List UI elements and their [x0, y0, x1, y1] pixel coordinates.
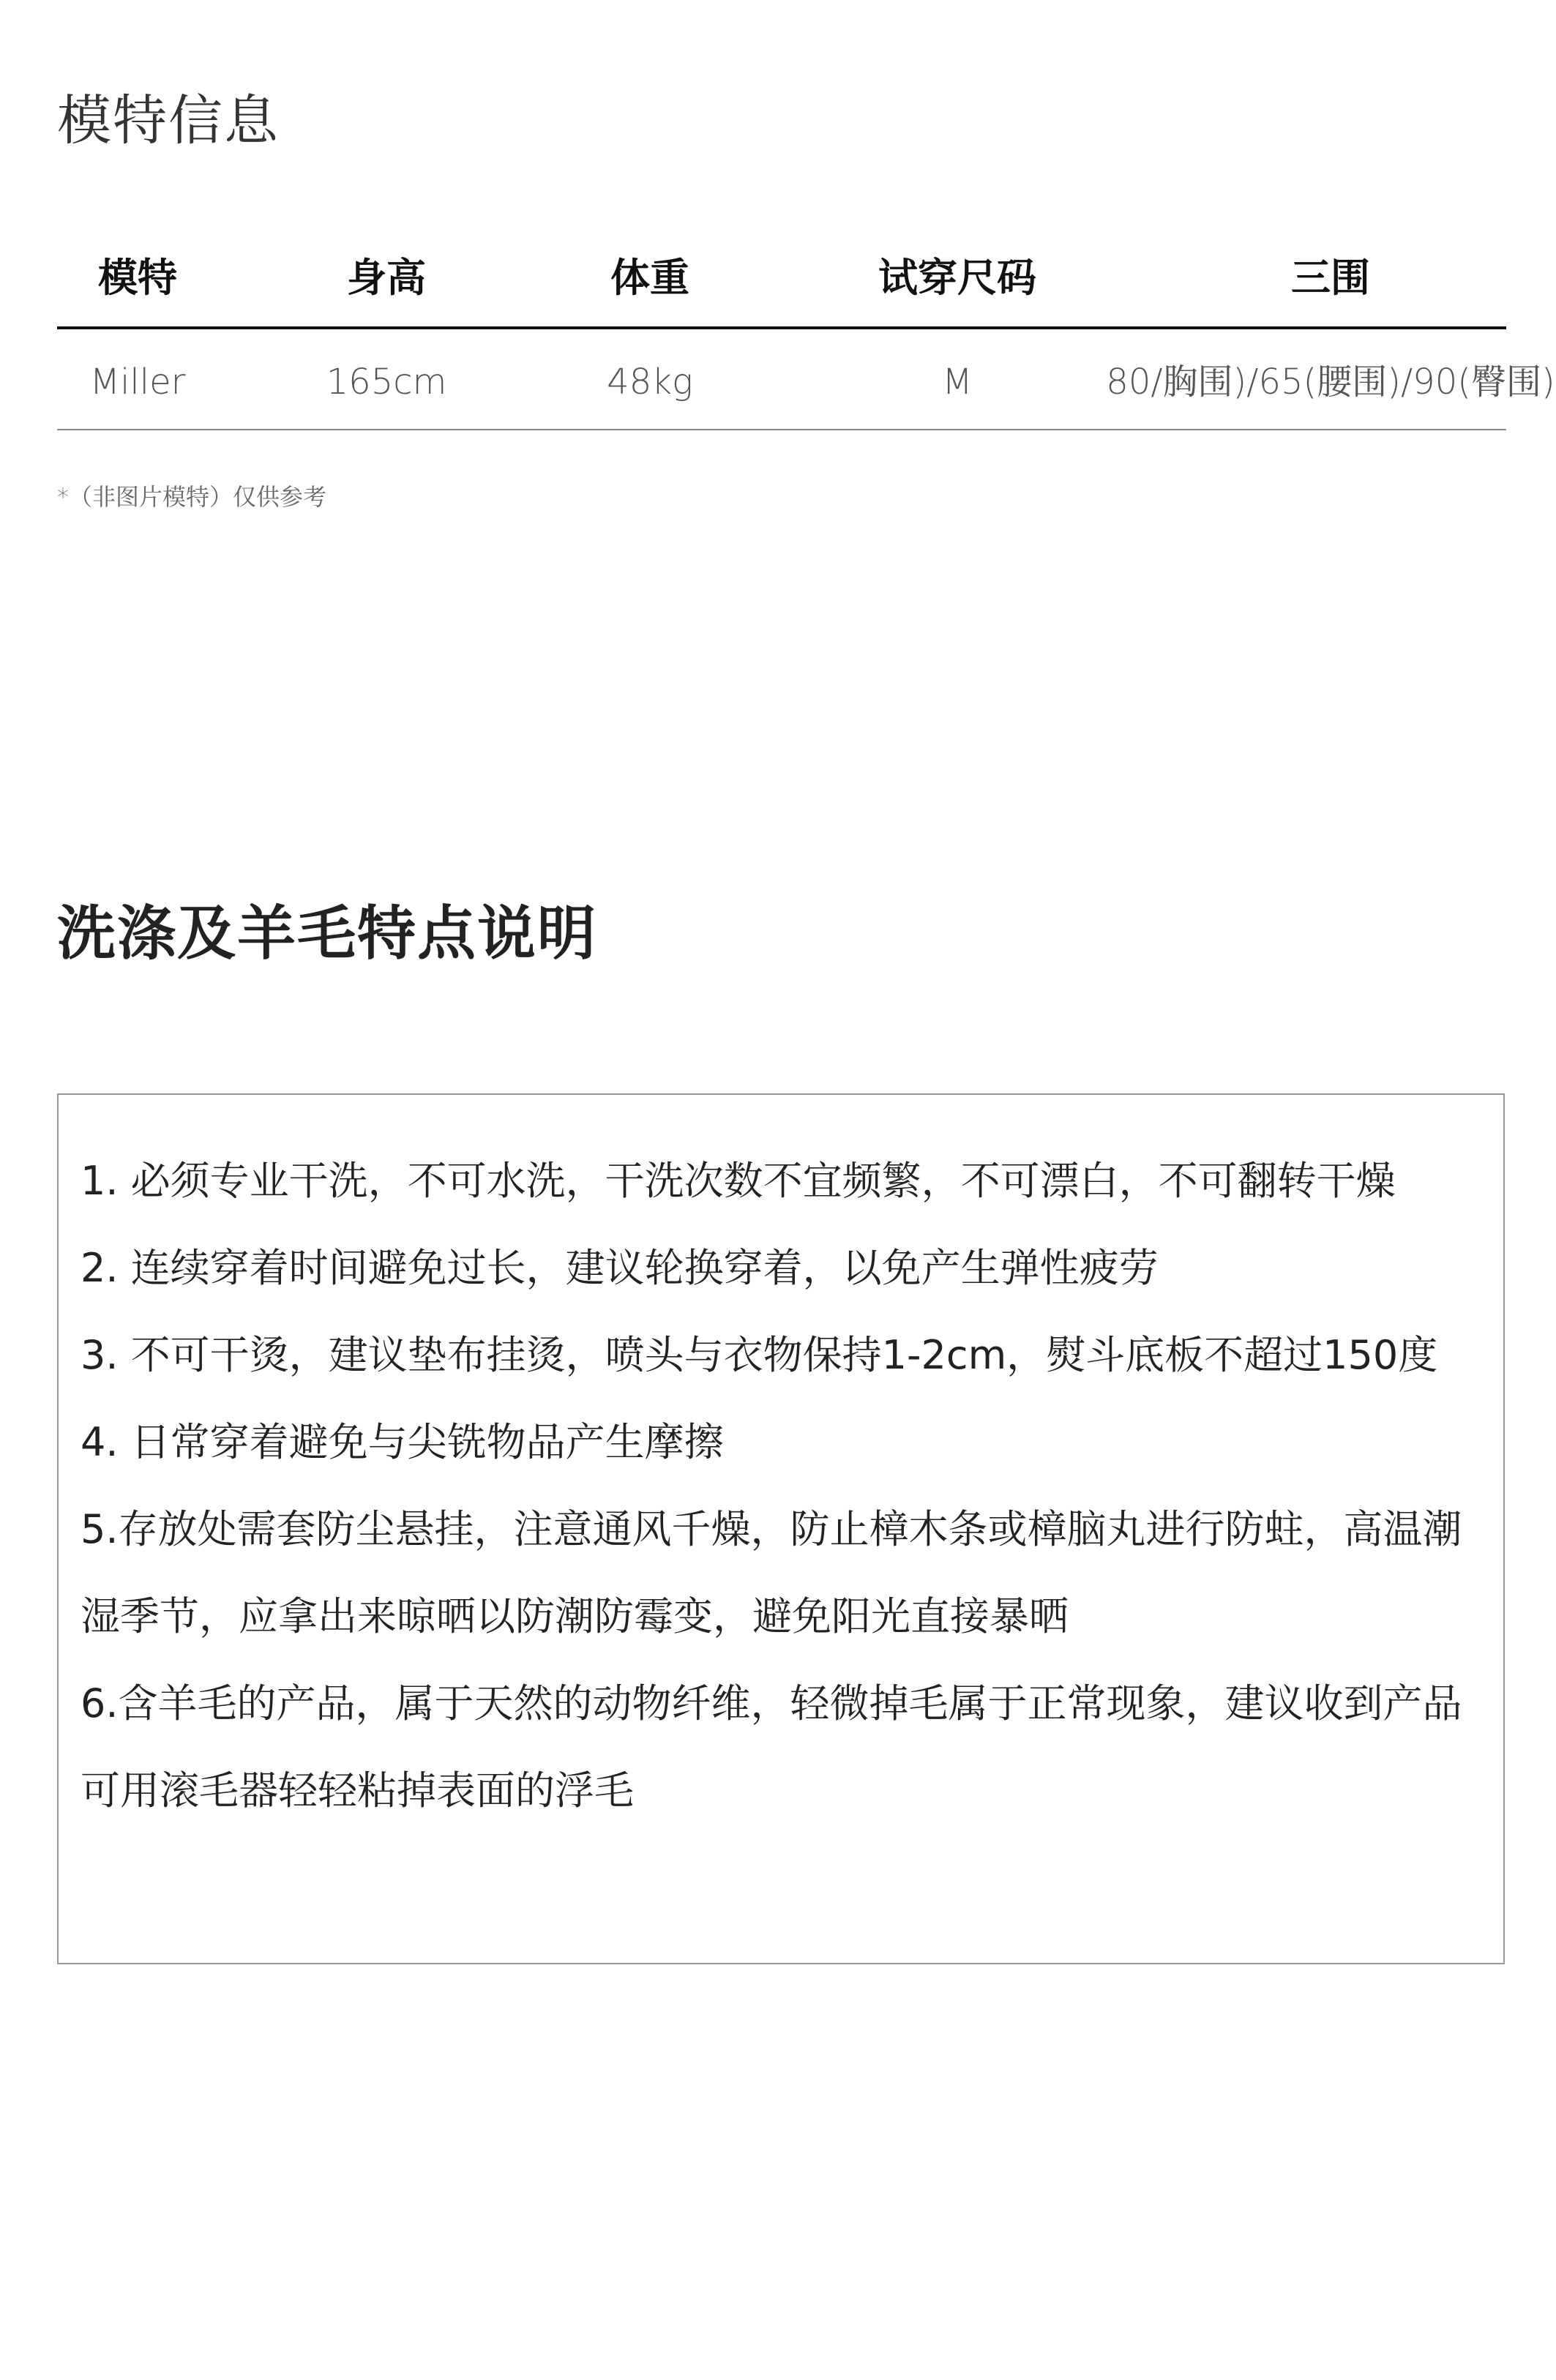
list-item: 4. 日常穿着避免与尖铣物品产生摩擦	[81, 1419, 724, 1465]
cell-size: M	[942, 362, 973, 403]
list-item: 5.存放处需套防尘悬挂，注意通风千燥，防止樟木条或樟脑丸进行防蛀，高温潮湿季节，应拿出来晾晒以防潮防霉变，避免阳光直接暴晒	[81, 1506, 1462, 1639]
care-list	[81, 1137, 1478, 1834]
cell-weight: 48kg	[607, 362, 693, 403]
header-divider	[57, 326, 1506, 329]
header-height: 身高	[347, 255, 426, 301]
cell-height: 165cm	[326, 362, 447, 403]
header-measurements: 三围	[1291, 255, 1370, 301]
list-item: 1. 必须专业干洗，不可水洗，干洗次数不宜频繁，不可漂白，不可翻转干燥	[81, 1158, 1396, 1204]
cell-measurements: 80/胸围)/65(腰围)/90(臀围)	[1106, 362, 1555, 403]
model-footnote: *（非图片模特）仅供参考	[57, 483, 327, 511]
care-instructions-box	[57, 1093, 1505, 1964]
table-bottom-divider	[57, 429, 1506, 430]
header-size: 试穿尺码	[878, 255, 1036, 301]
header-model: 模特	[98, 255, 177, 301]
care-section-title: 洗涤及羊毛特点说明	[57, 899, 597, 968]
cell-model: Miller	[89, 362, 186, 403]
list-item: 3. 不可干烫，建议垫布挂烫，喷头与衣物保持1-2cm，熨斗底板不超过150度	[81, 1332, 1438, 1378]
list-item: 2. 连续穿着时间避免过长，建议轮换穿着，以免产生弹性疲劳	[81, 1245, 1159, 1291]
header-weight: 体重	[610, 255, 689, 301]
list-item: 6.含羊毛的产品，属于天然的动物纤维，轻微掉毛属于正常现象，建议收到产品可用滚毛器轻轻粘掉表面的浮毛	[81, 1680, 1462, 1814]
model-info-title: 模特信息	[57, 89, 280, 152]
model-info-table	[57, 242, 1555, 432]
